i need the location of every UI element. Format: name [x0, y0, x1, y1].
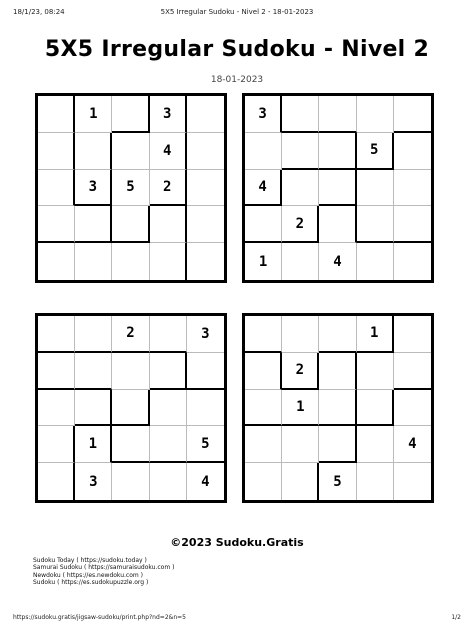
sudoku-cell[interactable]: 1 [282, 390, 319, 427]
copyright: ©2023 Sudoku.Gratis [170, 536, 304, 549]
link-samurai-sudoku[interactable]: Samurai Sudoku ( https://samuraisudoku.com ) [33, 564, 175, 572]
sudoku-cell[interactable] [245, 353, 282, 390]
sudoku-cell[interactable] [357, 426, 394, 463]
sudoku-cell[interactable] [187, 243, 224, 280]
sudoku-cell[interactable] [38, 316, 75, 353]
sudoku-cell[interactable]: 3 [245, 96, 282, 133]
sudoku-grid-4 [242, 313, 434, 503]
sudoku-cell[interactable] [357, 170, 394, 207]
sudoku-cell[interactable] [150, 390, 187, 427]
sudoku-cell[interactable] [75, 390, 112, 427]
sudoku-cell[interactable] [394, 316, 431, 353]
print-page-number: 1/2 [451, 614, 461, 621]
sudoku-cell[interactable] [150, 206, 187, 243]
sudoku-cell[interactable]: 2 [112, 316, 149, 353]
sudoku-cell[interactable] [394, 463, 431, 500]
sudoku-cell[interactable] [38, 463, 75, 500]
sudoku-cell[interactable] [150, 426, 187, 463]
print-page-title: 5X5 Irregular Sudoku - Nivel 2 - 18-01-2023 [160, 8, 314, 16]
sudoku-cell[interactable] [75, 243, 112, 280]
sudoku-cell[interactable] [38, 96, 75, 133]
sudoku-cell[interactable] [319, 426, 356, 463]
sudoku-cell[interactable]: 2 [282, 353, 319, 390]
sudoku-cell[interactable]: 2 [150, 170, 187, 207]
sudoku-cell[interactable] [319, 316, 356, 353]
sudoku-cell[interactable] [150, 316, 187, 353]
sudoku-cell[interactable]: 1 [75, 426, 112, 463]
sudoku-grid-1 [35, 93, 227, 283]
sudoku-cell[interactable] [112, 133, 149, 170]
sudoku-cell[interactable]: 1 [357, 316, 394, 353]
sudoku-cell[interactable] [319, 133, 356, 170]
sudoku-cell[interactable]: 1 [75, 96, 112, 133]
sudoku-cell[interactable] [245, 316, 282, 353]
sudoku-cell[interactable] [357, 96, 394, 133]
sudoku-cell[interactable] [319, 390, 356, 427]
sudoku-cell[interactable]: 4 [201, 473, 210, 490]
sudoku-cell[interactable]: 4 [245, 170, 282, 207]
sudoku-cell[interactable] [150, 353, 187, 390]
sudoku-cell[interactable] [38, 133, 75, 170]
link-sudoku-puzzle[interactable]: Sudoku ( https://es.sudokupuzzle.org ) [33, 579, 149, 587]
sudoku-cell[interactable] [38, 206, 75, 243]
sudoku-cell[interactable] [245, 133, 282, 170]
sudoku-cell[interactable] [394, 170, 431, 207]
sudoku-cell[interactable]: 4 [394, 426, 431, 463]
sudoku-cell[interactable] [357, 243, 394, 280]
sudoku-cell[interactable] [357, 206, 394, 243]
page-title: 5X5 Irregular Sudoku - Nivel 2 [44, 37, 430, 62]
sudoku-cell[interactable] [112, 243, 149, 280]
sudoku-cell[interactable] [245, 463, 282, 500]
sudoku-cell[interactable]: 2 [282, 206, 319, 243]
sudoku-cell[interactable]: 1 [245, 243, 282, 280]
sudoku-cell[interactable] [38, 170, 75, 207]
sudoku-cell[interactable]: 3 [75, 170, 112, 207]
sudoku-cell[interactable] [38, 243, 75, 280]
sudoku-cell[interactable]: 5 [187, 426, 224, 463]
sudoku-cell[interactable] [394, 390, 431, 427]
sudoku-cell[interactable] [282, 133, 319, 170]
sudoku-cell[interactable] [112, 390, 149, 427]
sudoku-cell[interactable] [357, 390, 394, 427]
sudoku-cell[interactable] [394, 243, 431, 280]
sudoku-cell[interactable] [357, 353, 394, 390]
sudoku-cell[interactable] [282, 463, 319, 500]
sudoku-cell[interactable] [187, 353, 224, 390]
sudoku-cell[interactable]: 5 [112, 170, 149, 207]
sudoku-cell[interactable]: 5 [357, 133, 394, 170]
sudoku-cell[interactable] [282, 426, 319, 463]
sudoku-cell[interactable] [319, 96, 356, 133]
sudoku-cell[interactable] [38, 390, 75, 427]
sudoku-cell[interactable] [112, 463, 149, 500]
print-datetime: 18/1/23, 08:24 [13, 8, 65, 16]
sudoku-cell[interactable] [394, 206, 431, 243]
sudoku-cell[interactable] [112, 96, 149, 133]
sudoku-cell[interactable]: 4 [319, 243, 356, 280]
sudoku-cell[interactable] [38, 353, 75, 390]
sudoku-cell[interactable] [187, 133, 224, 170]
sudoku-cell[interactable] [282, 96, 319, 133]
sudoku-cell[interactable] [150, 463, 187, 500]
sudoku-cell[interactable] [394, 133, 431, 170]
sudoku-cell[interactable] [150, 243, 187, 280]
print-url: https://sudoku.gratis/jigsaw-sudoku/print.php?nd=2&n=5 [13, 614, 186, 621]
sudoku-cell[interactable]: 3 [187, 316, 224, 353]
sudoku-cell[interactable] [319, 206, 356, 243]
sudoku-cell[interactable] [38, 426, 75, 463]
sudoku-cell[interactable] [394, 353, 431, 390]
sudoku-cell[interactable] [282, 170, 319, 207]
sudoku-cell[interactable] [319, 353, 356, 390]
link-sudoku-today[interactable]: Sudoku Today ( https://sudoku.today ) [33, 557, 147, 564]
sudoku-cell[interactable] [75, 133, 112, 170]
sudoku-cell[interactable] [187, 390, 224, 427]
sudoku-cell[interactable] [187, 96, 224, 133]
sudoku-cell[interactable] [357, 463, 394, 500]
sudoku-cell[interactable] [187, 206, 224, 243]
sudoku-cell[interactable] [245, 390, 282, 427]
sudoku-cell[interactable] [112, 426, 149, 463]
sudoku-cell[interactable]: 4 [150, 133, 187, 170]
puzzle-date: 18-01-2023 [210, 75, 264, 85]
sudoku-cell[interactable] [75, 316, 112, 353]
sudoku-cell[interactable] [245, 206, 282, 243]
sudoku-cell[interactable] [245, 426, 282, 463]
related-links [33, 557, 174, 587]
sudoku-grid-3 [35, 313, 227, 503]
sudoku-cell[interactable]: 3 [150, 96, 187, 133]
sudoku-cell[interactable] [282, 316, 319, 353]
sudoku-cell[interactable] [75, 353, 112, 390]
sudoku-cell[interactable]: 5 [319, 463, 356, 500]
sudoku-grid-2 [242, 93, 434, 283]
sudoku-cell[interactable] [187, 170, 224, 207]
sudoku-cell[interactable] [112, 353, 149, 390]
sudoku-cell[interactable] [319, 170, 356, 207]
sudoku-cell[interactable] [394, 96, 431, 133]
sudoku-cell[interactable] [75, 206, 112, 243]
sudoku-cell[interactable] [282, 243, 319, 280]
sudoku-cell[interactable] [112, 206, 149, 243]
sudoku-cell[interactable]: 3 [75, 463, 112, 500]
link-newdoku[interactable]: Newdoku ( https://es.newdoku.com ) [33, 571, 143, 579]
